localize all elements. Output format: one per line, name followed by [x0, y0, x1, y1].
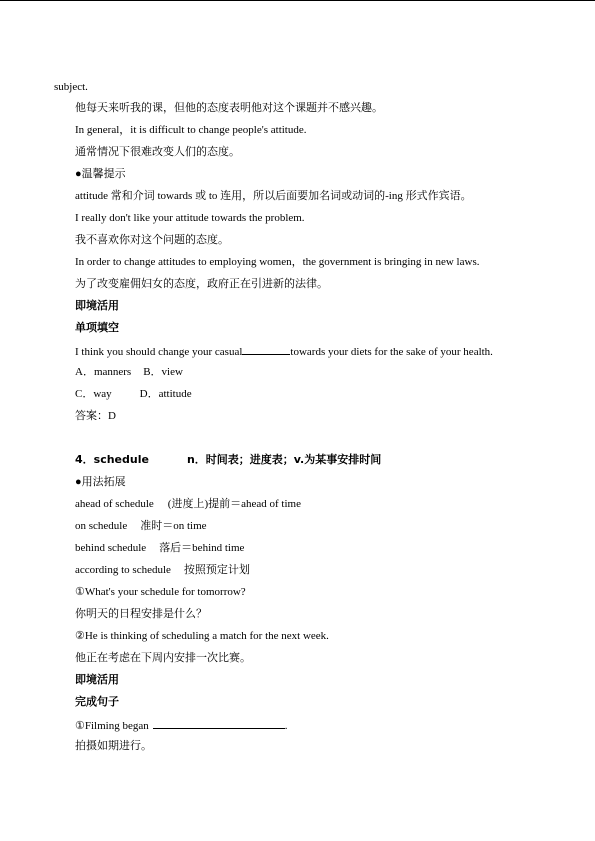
question-text-end: towards your diets for the sake of your health.	[290, 346, 493, 358]
phrase: ahead of schedule	[75, 498, 154, 510]
answer-blank	[242, 343, 290, 355]
question-text-start: I think you should change your casual	[75, 346, 243, 358]
text-line: In order to change attitudes to employing women，the government is bringing in new laws.	[75, 256, 480, 268]
text-line: attitude 常和介词 towards 或 to 连用，所以后面要加名词或动词的-ing 形式作宾语。	[75, 190, 472, 202]
phrase: according to schedule	[75, 564, 171, 576]
exercise-line	[75, 717, 287, 733]
question-line	[75, 343, 493, 359]
phrase: behind schedule	[75, 542, 147, 554]
text-line: In general，it is difficult to change people's attitude.	[75, 124, 307, 136]
vocab-heading	[75, 453, 381, 467]
phrase-meaning: (进度上)提前＝ahead of time	[167, 498, 301, 510]
usage-heading: ●用法拓展	[75, 476, 126, 488]
option-a: A．manners	[75, 366, 132, 378]
phrase-meaning: 按照预定计划	[183, 564, 250, 576]
vocab-definition: n．时间表；进度表；v.为某事安排时间	[186, 453, 382, 466]
option-b: B．view	[143, 366, 183, 378]
text-line: I really don't like your attitude towards the problem.	[75, 212, 305, 224]
exercise-end: .	[284, 720, 288, 732]
phrase-line	[75, 541, 244, 555]
example-translation: 你明天的日程安排是什么？	[75, 608, 207, 620]
example-translation: 他正在考虑在下周内安排一次比赛。	[75, 652, 251, 664]
options-line	[75, 387, 192, 401]
top-border-line	[0, 0, 595, 1]
option-c: C．way	[75, 388, 112, 400]
exercise-translation: 拍摄如期进行。	[75, 740, 152, 752]
phrase-line	[75, 497, 301, 511]
text-line: subject.	[54, 81, 88, 93]
text-line: 通常情况下很难改变人们的态度。	[75, 146, 240, 158]
phrase-meaning: 落后＝behind time	[159, 542, 245, 554]
example-sentence: ②He is thinking of scheduling a match for the next week.	[75, 630, 329, 642]
answer-blank	[153, 717, 285, 729]
text-line: 我不喜欢你对这个问题的态度。	[75, 234, 229, 246]
text-line: 为了改变雇佣妇女的态度，政府正在引进新的法律。	[75, 278, 328, 290]
exercise-text: ①Filming began	[75, 720, 149, 732]
text-line: 他每天来听我的课，但他的态度表明他对这个课题并不感兴趣。	[75, 102, 383, 114]
phrase-line	[75, 519, 207, 533]
section-heading: 完成句子	[75, 695, 119, 708]
phrase-meaning: 准时＝on time	[140, 520, 207, 532]
phrase: on schedule	[75, 520, 128, 532]
answer-line: 答案：D	[75, 410, 116, 422]
section-heading: 即境活用	[75, 673, 119, 686]
tip-heading: ●温馨提示	[75, 168, 126, 180]
vocab-word: 4．schedule	[75, 453, 149, 466]
section-heading: 单项填空	[75, 321, 119, 334]
section-heading: 即境活用	[75, 299, 119, 312]
phrase-line	[75, 563, 250, 577]
example-sentence: ①What's your schedule for tomorrow?	[75, 586, 246, 598]
options-line	[75, 365, 183, 379]
option-d: D．attitude	[139, 388, 192, 400]
